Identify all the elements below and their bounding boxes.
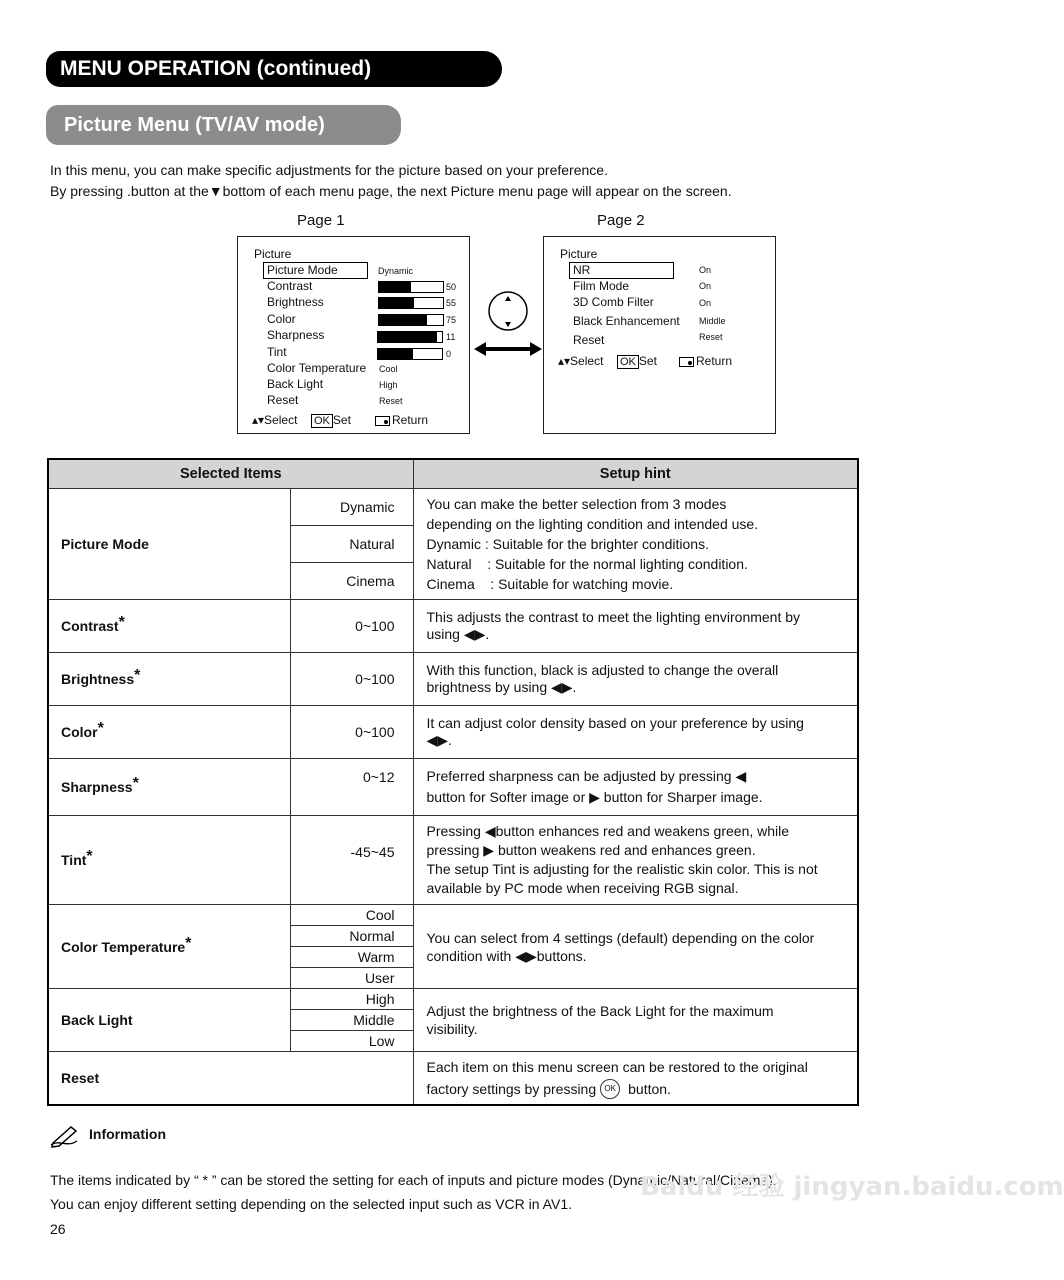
osd-value-reset: Reset	[699, 332, 723, 342]
osd-menu-title: Picture	[560, 247, 598, 261]
table-row	[48, 706, 858, 759]
item-brightness	[48, 653, 290, 706]
table-row	[48, 1052, 858, 1106]
page2-label: Page 2	[597, 212, 645, 229]
item-label: Tint	[61, 852, 87, 868]
item-label: Color Temperature	[61, 938, 186, 955]
hint-text: button.	[628, 1081, 671, 1097]
osd-item-color-temperature: Color Temperature	[267, 361, 367, 375]
option-normal: Normal	[290, 926, 413, 947]
hint-line: button for Softer image or ▶ button for Sharper image.	[426, 789, 763, 805]
ok-icon: OK	[311, 414, 333, 428]
hint-reset	[413, 1052, 858, 1106]
osd-footer-select-label: Select	[264, 413, 298, 427]
hint-line: You can make the better selection from 3 modes	[426, 496, 727, 512]
hint-line: visibility.	[426, 1021, 478, 1037]
baidu-watermark: Baidu 经验 jingyan.baidu.com	[640, 1172, 1064, 1202]
return-icon	[375, 416, 390, 426]
pencil-note-icon	[49, 1124, 81, 1148]
hint-line: Adjust the brightness of the Back Light for the maximum	[426, 1003, 774, 1019]
hint-line: pressing ▶ button weakens red and enhances green.	[426, 842, 756, 858]
star-mark: *	[86, 848, 93, 865]
osd-page2	[543, 236, 776, 434]
range-contrast: 0~100	[290, 600, 413, 653]
osd-item-contrast: Contrast	[267, 279, 313, 293]
osd-footer-return	[375, 413, 428, 427]
hint-line: Cinema : Suitable for watching movie.	[426, 576, 674, 592]
hint-color-temperature	[413, 905, 858, 989]
osd-footer-return-label: Return	[392, 413, 429, 427]
hint-line: With this function, black is adjusted to change the overall	[426, 662, 779, 678]
hint-contrast	[413, 600, 858, 653]
osd-item-tint: Tint	[267, 345, 287, 359]
option-user: User	[290, 968, 413, 989]
osd-item-back-light: Back Light	[267, 377, 324, 391]
hint-line: It can adjust color density based on your preference by using	[426, 715, 804, 731]
osd-value-film-mode: On	[699, 281, 712, 291]
osd-footer-select	[558, 354, 603, 368]
hint-line: available by PC mode when receiving RGB signal.	[426, 880, 739, 896]
table-row	[48, 653, 858, 706]
osd-value-reset: Reset	[379, 396, 403, 406]
item-label: Contrast	[61, 618, 119, 634]
hint-line: using ◀▶.	[426, 626, 490, 642]
hint-line: Preferred sharpness can be adjusted by pressing ◀	[426, 768, 747, 784]
ok-icon: OK	[617, 355, 639, 369]
star-mark: *	[97, 720, 104, 737]
osd-bar-fill	[378, 349, 413, 359]
info-line-2: You can enjoy different setting depending on the selected input such as VCR in AV1.	[50, 1196, 572, 1212]
osd-footer-select	[252, 413, 297, 427]
star-mark: *	[118, 614, 125, 631]
osd-footer-set-label: Set	[332, 413, 351, 427]
hint-back-light	[413, 989, 858, 1052]
item-label: Sharpness	[61, 779, 133, 795]
osd-item-sharpness: Sharpness	[267, 328, 325, 342]
item-color	[48, 706, 290, 759]
osd-value-tint: 0	[446, 349, 452, 359]
table-row	[48, 905, 858, 926]
osd-item-reset: Reset	[267, 393, 299, 407]
option-warm: Warm	[290, 947, 413, 968]
osd-bar-brightness	[378, 297, 444, 309]
hint-tint	[413, 816, 858, 905]
item-contrast	[48, 600, 290, 653]
osd-item-3d-comb-filter: 3D Comb Filter	[573, 295, 654, 309]
option-cinema: Cinema	[290, 563, 413, 600]
ok-button-icon: OK	[600, 1079, 620, 1099]
osd-value-color-temperature: Cool	[379, 364, 398, 374]
option-dynamic: Dynamic	[290, 489, 413, 526]
item-reset: Reset	[48, 1052, 413, 1106]
osd-item-reset: Reset	[573, 333, 605, 347]
setup-hint-table	[47, 458, 859, 1106]
hint-line: This adjusts the contrast to meet the lighting environment by	[426, 609, 801, 625]
hint-brightness	[413, 653, 858, 706]
osd-bar-fill	[379, 282, 411, 292]
osd-footer-return-label: Return	[696, 354, 733, 368]
table-row	[48, 816, 858, 905]
osd-item-film-mode: Film Mode	[573, 279, 630, 293]
osd-value-nr: On	[699, 265, 712, 275]
osd-value-sharpness: 11	[446, 332, 456, 342]
hint-text: factory settings by pressing	[426, 1081, 597, 1097]
osd-value-3d-comb-filter: On	[699, 298, 712, 308]
osd-footer-return	[679, 354, 732, 368]
osd-bar-color	[378, 314, 444, 326]
hint-picture-mode	[413, 489, 858, 600]
osd-item-black-enhancement: Black Enhancement	[573, 314, 680, 328]
osd-bar-contrast	[378, 281, 444, 293]
osd-value-contrast: 50	[446, 282, 457, 292]
hint-line: depending on the lighting condition and intended use.	[426, 516, 759, 532]
info-line-1: The items indicated by “ * ” can be stored the setting for each of inputs and picture modes (Dynamic/Natural/Cinema).	[50, 1172, 777, 1188]
page1-label: Page 1	[297, 212, 345, 229]
item-label: Brightness	[61, 671, 135, 687]
item-picture-mode: Picture Mode	[48, 489, 290, 600]
hint-line	[427, 1078, 858, 1100]
hint-line: brightness by using ◀▶.	[426, 679, 577, 695]
hint-sharpness	[413, 759, 858, 816]
info-heading: Information	[89, 1126, 166, 1142]
option-natural: Natural	[290, 526, 413, 563]
option-middle: Middle	[290, 1010, 413, 1031]
osd-value-color: 75	[446, 315, 457, 325]
table-header-row	[48, 459, 858, 489]
osd-footer-set-label: Set	[638, 354, 657, 368]
osd-item-nr: NR	[573, 263, 591, 277]
osd-bar-sharpness	[377, 331, 443, 343]
range-tint: -45~45	[290, 816, 413, 905]
hint-line: Dynamic : Suitable for the brighter conditions.	[426, 536, 709, 552]
star-mark: *	[134, 667, 141, 684]
option-low: Low	[290, 1031, 413, 1052]
item-sharpness	[48, 759, 290, 816]
osd-item-picture-mode: Picture Mode	[267, 263, 338, 277]
osd-value-back-light: High	[379, 380, 398, 390]
intro-line-2: By pressing .button at the▼bottom of each menu page, the next Picture menu page will appear on the screen.	[50, 183, 732, 199]
hint-line: You can select from 4 settings (default) depending on the color	[426, 930, 815, 946]
section-title-banner: MENU OPERATION (continued)	[46, 51, 502, 87]
header-selected-items: Selected Items	[48, 459, 413, 489]
osd-item-color: Color	[267, 312, 296, 326]
option-high: High	[290, 989, 413, 1010]
page-number: 26	[50, 1221, 66, 1237]
range-brightness: 0~100	[290, 653, 413, 706]
up-down-icon: ▴▾	[558, 354, 571, 368]
osd-bar-fill	[379, 315, 427, 325]
osd-value-picture-mode: Dynamic	[378, 266, 414, 276]
item-color-temperature	[48, 905, 290, 989]
star-mark: *	[132, 775, 139, 792]
range-sharpness: 0~12	[290, 759, 413, 816]
hint-line: Pressing ◀button enhances red and weakens green, while	[426, 823, 790, 839]
osd-bar-fill	[379, 298, 414, 308]
osd-footer-select-label: Select	[570, 354, 604, 368]
double-arrow-icon	[474, 342, 542, 356]
osd-menu-title: Picture	[254, 247, 292, 261]
range-color: 0~100	[290, 706, 413, 759]
navigation-diagram	[470, 290, 546, 360]
osd-bar-tint	[377, 348, 443, 360]
item-label: Color	[61, 724, 98, 740]
intro-line-1: In this menu, you can make specific adjustments for the picture based on your preference.	[50, 162, 608, 178]
option-cool: Cool	[290, 905, 413, 926]
return-icon	[679, 357, 694, 367]
star-mark: *	[185, 934, 192, 952]
hint-line: Each item on this menu screen can be restored to the original	[426, 1059, 808, 1075]
table-row	[48, 759, 858, 816]
hint-line: condition with ◀▶buttons.	[426, 948, 587, 964]
hint-line: The setup Tint is adjusting for the realistic skin color. This is not	[426, 861, 818, 877]
osd-item-brightness: Brightness	[267, 295, 324, 309]
subsection-title-banner: Picture Menu (TV/AV mode)	[46, 105, 401, 145]
hint-line: ◀▶.	[426, 732, 452, 748]
osd-value-black-enhancement: Middle	[699, 316, 726, 326]
osd-footer-set	[311, 413, 351, 427]
header-setup-hint: Setup hint	[413, 459, 858, 489]
osd-footer-set	[617, 354, 657, 368]
hint-line: Natural : Suitable for the normal lighting condition.	[426, 556, 748, 572]
hint-color	[413, 706, 858, 759]
osd-value-brightness: 55	[446, 298, 457, 308]
table-row	[48, 489, 858, 526]
item-tint	[48, 816, 290, 905]
up-down-icon: ▴▾	[252, 413, 265, 427]
osd-page1	[237, 236, 470, 434]
table-row	[48, 989, 858, 1010]
item-back-light: Back Light	[48, 989, 290, 1052]
table-row	[48, 600, 858, 653]
osd-bar-fill	[378, 332, 437, 342]
